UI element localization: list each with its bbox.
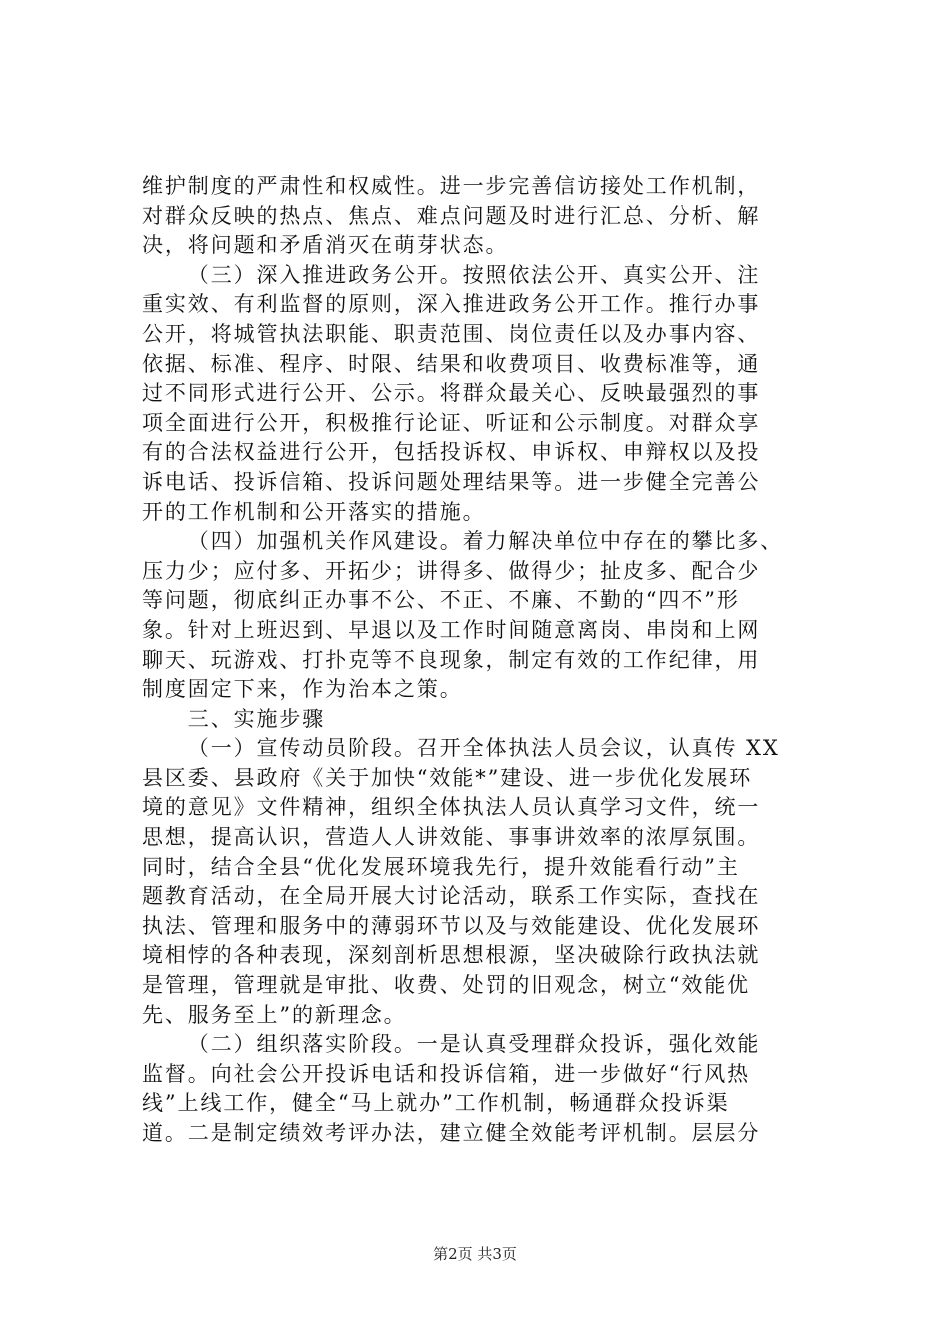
text-line: 境的意见》文件精神，组织全体执法人员认真学习文件，统一	[142, 795, 761, 820]
text-line: 题教育活动，在全局开展大讨论活动，联系工作实际，查找在	[142, 884, 761, 909]
document-body	[142, 172, 842, 1149]
text-line: 过不同形式进行公开、公示。将群众最关心、反映最强烈的事	[142, 381, 761, 406]
text-line: 线”上线工作，健全“马上就办”工作机制，畅通群众投诉渠	[142, 1091, 730, 1116]
text-line: 对群众反映的热点、焦点、难点问题及时进行汇总、分析、解	[142, 203, 761, 228]
text-line: 思想，提高认识，营造人人讲效能、事事讲效率的浓厚氛围。	[142, 825, 761, 850]
text-line: （二）组织落实阶段。一是认真受理群众投诉，强化效能	[187, 1032, 761, 1057]
text-line: 境相悖的各种表现，深刻剖析思想根源，坚决破除行政执法就	[142, 943, 761, 968]
text-line: 等问题，彻底纠正办事不公、不正、不廉、不勤的“四不”形	[142, 588, 740, 613]
text-line: 依据、标准、程序、时限、结果和收费项目、收费标准等，通	[142, 351, 761, 376]
text-line: 执法、管理和服务中的薄弱环节以及与效能建设、优化发展环	[142, 913, 761, 938]
text-line: 重实效、有利监督的原则，深入推进政务公开工作。推行办事	[142, 292, 761, 317]
text-line: 监督。向社会公开投诉电话和投诉信箱，进一步做好“行风热	[142, 1061, 751, 1086]
paragraph	[142, 527, 842, 705]
text-line: 同时，结合全县“优化发展环境我先行，提升效能看行动”主	[142, 854, 740, 879]
text-line: 是管理，管理就是审批、收费、处罚的旧观念，树立“效能优	[142, 973, 751, 998]
text-line: （三）深入推进政务公开。按照依法公开、真实公开、注	[187, 262, 761, 287]
paragraph	[142, 705, 842, 735]
text-line: 县区委、县政府《关于加快“效能*”建设、进一步优化发展环	[142, 765, 753, 790]
text-line: 道。二是制定绩效考评办法，建立健全效能考评机制。层层分	[142, 1121, 761, 1145]
paragraph	[142, 261, 842, 527]
text-line: 诉电话、投诉信箱、投诉问题处理结果等。进一步健全完善公	[142, 469, 761, 494]
text-line: 维护制度的严肃性和权威性。进一步完善信访接处工作机制，	[142, 174, 761, 198]
paragraph	[142, 172, 842, 261]
text-line: 项全面进行公开，积极推行论证、听证和公示制度。对群众享	[142, 410, 761, 435]
text-line: 开的工作机制和公开落实的措施。	[142, 499, 486, 524]
text-line: 制度固定下来，作为治本之策。	[142, 677, 463, 702]
text-line: （四）加强机关作风建设。着力解决单位中存在的攀比多、	[187, 529, 784, 554]
text-line: 先、服务至上”的新理念。	[142, 1002, 407, 1027]
page-footer	[0, 1243, 950, 1264]
text-line: （一）宣传动员阶段。召开全体执法人员会议，认真传 XX	[187, 736, 780, 761]
text-line: 有的合法权益进行公开，包括投诉权、申诉权、申辩权以及投	[142, 440, 761, 465]
text-line: 公开，将城管执法职能、职责范围、岗位责任以及办事内容、	[142, 321, 761, 346]
page-number-label: 第2页 共3页	[433, 1245, 517, 1263]
text-line: 压力少；应付多、开拓少；讲得多、做得少；扯皮多、配合少	[142, 558, 761, 583]
text-line: 聊天、玩游戏、打扑克等不良现象，制定有效的工作纪律，用	[142, 647, 761, 672]
text-line: 象。针对上班迟到、早退以及工作时间随意离岗、串岗和上网	[142, 617, 761, 642]
paragraph	[142, 734, 842, 1030]
paragraph	[142, 1030, 842, 1148]
text-line: 决，将问题和矛盾消灭在萌芽状态。	[142, 233, 509, 258]
text-line: 三、实施步骤	[187, 706, 326, 731]
